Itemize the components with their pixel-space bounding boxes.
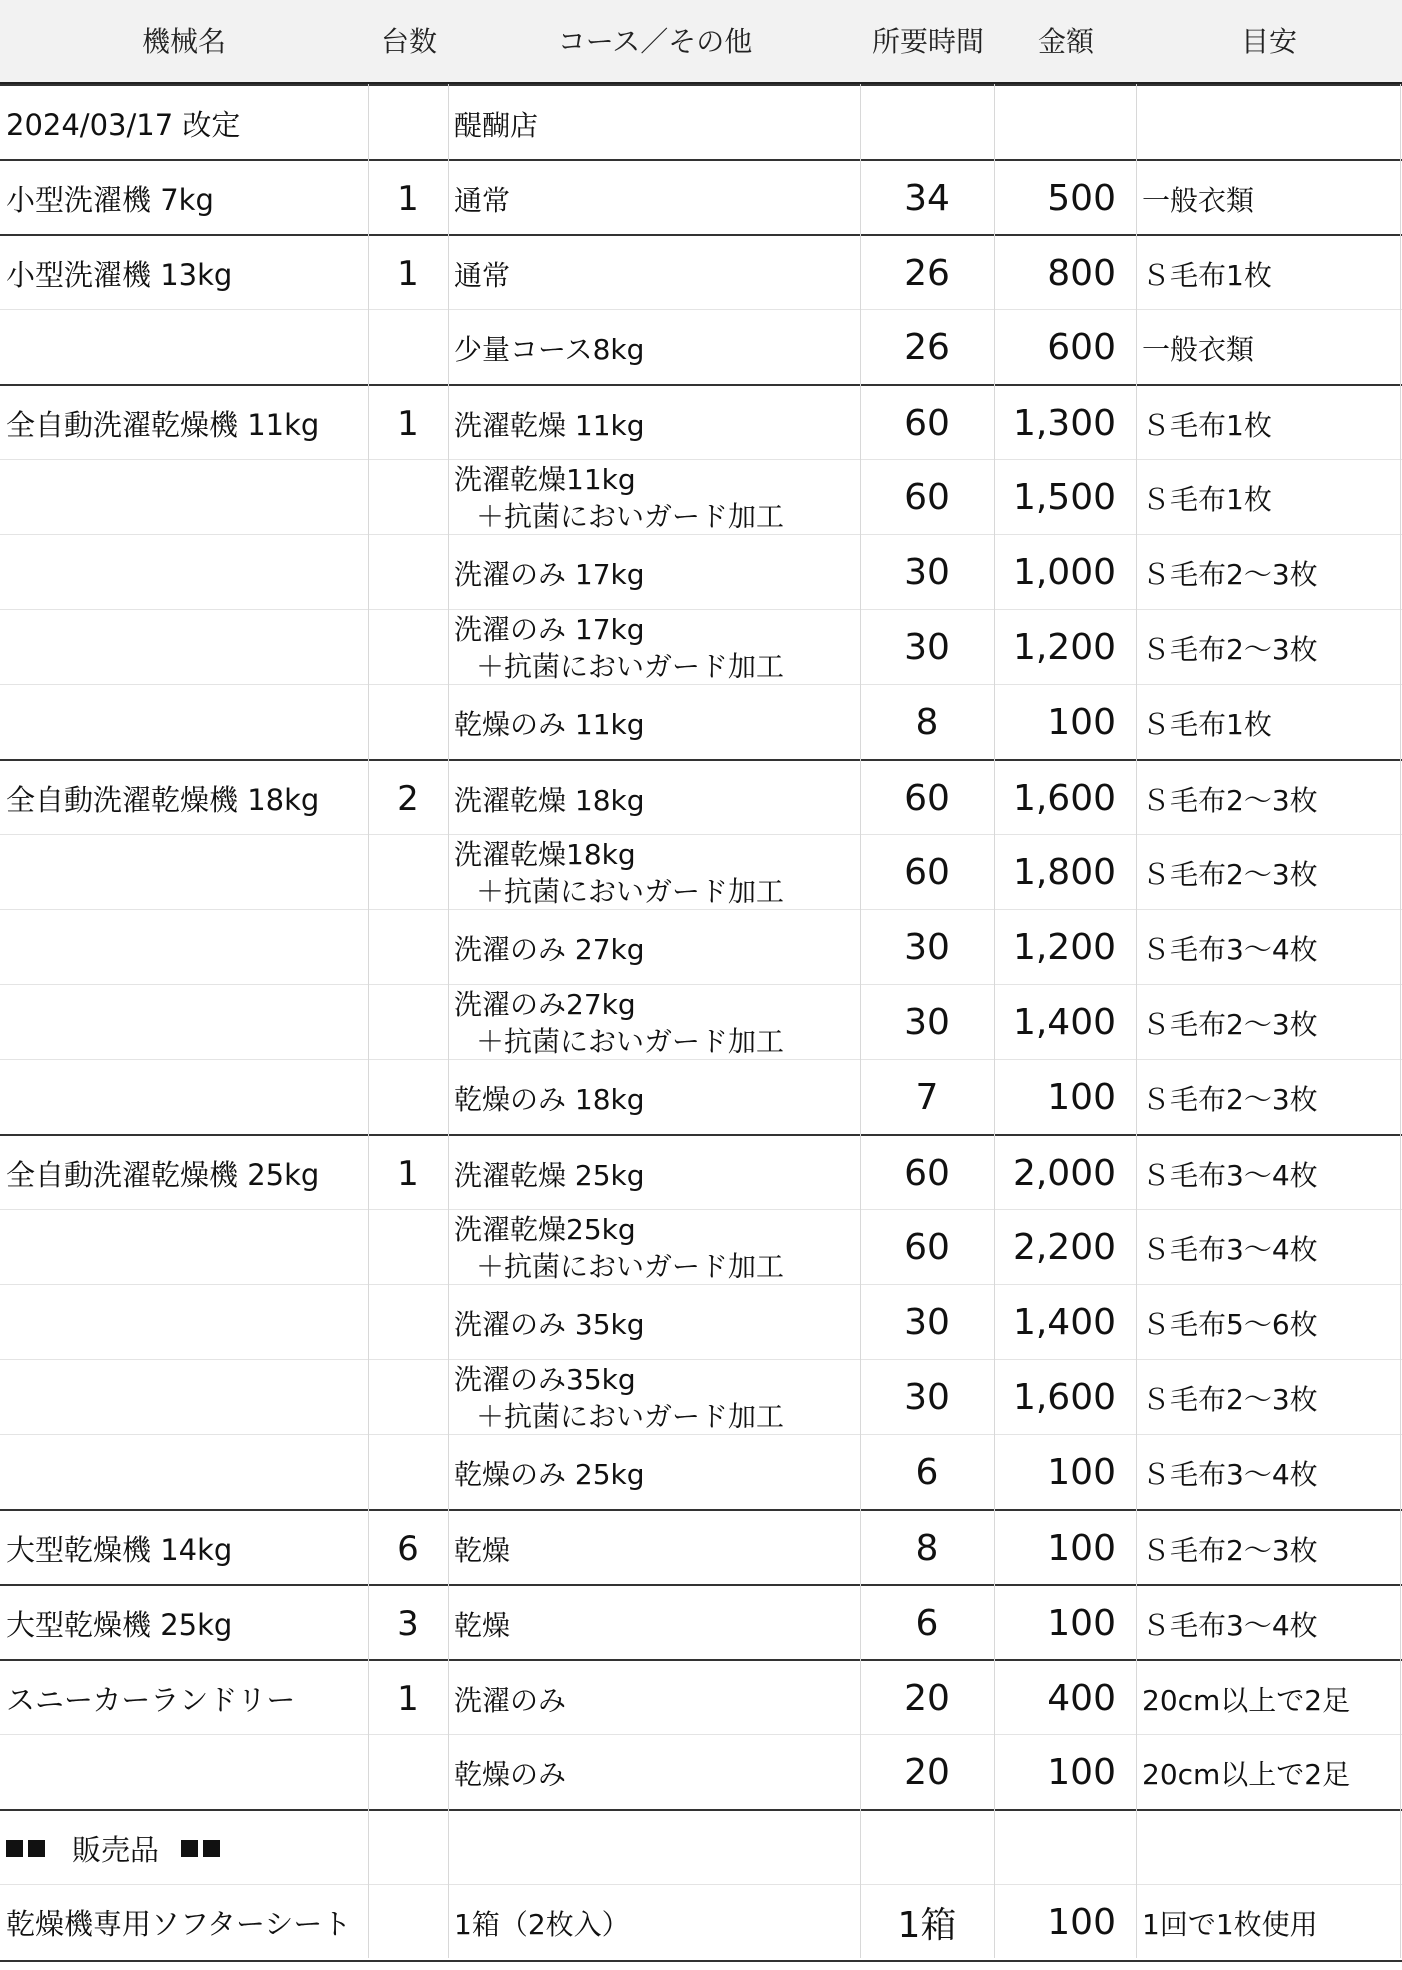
- machine-name: 大型乾燥機 25kg: [6, 1608, 233, 1642]
- table-row: [0, 309, 1402, 385]
- price-yen: 1,300: [1012, 403, 1116, 444]
- capacity-guide: Ｓ毛布5～6枚: [1142, 1307, 1318, 1341]
- course-name: 洗濯のみ 27kg: [454, 932, 645, 966]
- duration-minutes: 30: [904, 927, 950, 968]
- machine-name: [6, 1735, 366, 1810]
- capacity-guide: 20cm以上で2足: [1142, 1683, 1351, 1717]
- machine-count: [368, 1735, 448, 1810]
- capacity-guide: 1回で1枚使用: [1142, 1907, 1318, 1941]
- capacity-guide: 一般衣類: [1142, 183, 1255, 217]
- capacity-guide: 一般衣類: [1142, 332, 1255, 366]
- section-title-text: 販売品: [72, 1833, 160, 1867]
- header-time: 所要時間: [871, 25, 984, 58]
- machine-count: 1: [397, 1678, 419, 1719]
- course-name: 通常: [454, 258, 511, 292]
- column-divider: [1400, 84, 1401, 1958]
- duration-minutes: 60: [904, 778, 950, 819]
- machine-count: 3: [397, 1603, 419, 1644]
- machine-name: 小型洗濯機 13kg: [6, 258, 233, 292]
- machine-name: [6, 910, 366, 985]
- machine-count: [368, 1360, 448, 1435]
- table-row: [0, 1359, 1402, 1435]
- header-guide: 目安: [1240, 25, 1297, 58]
- capacity-guide: Ｓ毛布3～4枚: [1142, 1232, 1318, 1266]
- machine-name: [6, 535, 366, 610]
- table-row: [0, 984, 1402, 1060]
- price-yen: 1,500: [1012, 477, 1116, 518]
- course-name: [454, 835, 854, 910]
- price-yen: 1,800: [1012, 852, 1116, 893]
- machine-count: [368, 460, 448, 535]
- table-row: [0, 159, 1402, 236]
- duration-minutes: 6: [915, 1603, 939, 1644]
- duration-minutes: 30: [904, 552, 950, 593]
- table-row: [0, 609, 1402, 685]
- price-yen: 1,400: [1012, 1302, 1116, 1343]
- header-course: コース／その他: [557, 25, 753, 58]
- course-name: 洗濯のみ 17kg: [454, 557, 645, 591]
- course-option: ＋抗菌においガード加工: [476, 499, 785, 533]
- duration-minutes: 26: [904, 253, 950, 294]
- price-yen: 1,000: [1012, 552, 1116, 593]
- duration-minutes: 1箱: [897, 1905, 957, 1946]
- duration-minutes: 8: [915, 1528, 939, 1569]
- course-option: ＋抗菌においガード加工: [476, 1249, 785, 1283]
- duration-minutes: 7: [915, 1077, 939, 1118]
- column-divider: [1136, 84, 1137, 1958]
- price-yen: 1,400: [1012, 1002, 1116, 1043]
- price-yen: 600: [1047, 327, 1116, 368]
- capacity-guide: Ｓ毛布2～3枚: [1142, 857, 1318, 891]
- course-option: ＋抗菌においガード加工: [476, 649, 785, 683]
- machine-count: 1: [397, 253, 419, 294]
- course-name: 洗濯のみ 35kg: [454, 1307, 645, 1341]
- capacity-guide: Ｓ毛布1枚: [1142, 408, 1272, 442]
- duration-minutes: 20: [904, 1678, 950, 1719]
- machine-count: [368, 610, 448, 685]
- price-yen: 1,200: [1012, 627, 1116, 668]
- machine-name: [6, 835, 366, 910]
- column-divider: [860, 84, 861, 1958]
- table-row: [0, 1209, 1402, 1285]
- course-option: ＋抗菌においガード加工: [476, 874, 785, 908]
- capacity-guide: Ｓ毛布2～3枚: [1142, 557, 1318, 591]
- machine-name: [6, 460, 366, 535]
- course-name: 洗濯乾燥 11kg: [454, 408, 645, 442]
- table-header: [0, 0, 1402, 84]
- table-row: [0, 1884, 1402, 1962]
- price-yen: 400: [1047, 1678, 1116, 1719]
- course-name: [454, 1360, 854, 1435]
- machine-count: 1: [397, 1153, 419, 1194]
- machine-count: [368, 1210, 448, 1285]
- price-yen: 100: [1047, 1752, 1116, 1793]
- course-name: [454, 460, 854, 535]
- duration-minutes: 30: [904, 1377, 950, 1418]
- machine-name: 全自動洗濯乾燥機 25kg: [6, 1158, 320, 1192]
- capacity-guide: Ｓ毛布3～4枚: [1142, 1158, 1318, 1192]
- course-name: [454, 1811, 854, 1886]
- table-row: [0, 534, 1402, 610]
- table-row: [0, 1584, 1402, 1661]
- capacity-guide: Ｓ毛布2～3枚: [1142, 783, 1318, 817]
- price-yen: [996, 1811, 1116, 1886]
- header-machine-name: 機械名: [141, 25, 226, 58]
- course-name: 乾燥のみ 25kg: [454, 1457, 645, 1491]
- machine-count: [368, 1285, 448, 1360]
- capacity-guide: Ｓ毛布1枚: [1142, 707, 1272, 741]
- machine-count: [368, 1811, 448, 1886]
- course-line: 洗濯乾燥25kg: [454, 1212, 636, 1246]
- table-row: [0, 1284, 1402, 1360]
- course-name: [454, 1210, 854, 1285]
- price-yen: 100: [1047, 702, 1116, 743]
- capacity-guide: Ｓ毛布1枚: [1142, 258, 1272, 292]
- machine-count: 1: [397, 403, 419, 444]
- duration-minutes: 60: [904, 1153, 950, 1194]
- course-name: 乾燥: [454, 1608, 511, 1642]
- duration-minutes: 26: [904, 327, 950, 368]
- duration-minutes: 60: [904, 403, 950, 444]
- price-yen: 100: [1047, 1902, 1116, 1943]
- machine-name: 乾燥機専用ソフターシート: [6, 1907, 352, 1941]
- machine-name: 大型乾燥機 14kg: [6, 1533, 233, 1567]
- table-row: [0, 1659, 1402, 1736]
- capacity-guide: [1142, 86, 1400, 161]
- capacity-guide: [1142, 1811, 1400, 1886]
- capacity-guide: Ｓ毛布2～3枚: [1142, 1382, 1318, 1416]
- machine-name: [6, 1285, 366, 1360]
- table-row: [0, 834, 1402, 910]
- table-row: [0, 459, 1402, 535]
- duration-minutes: [862, 86, 992, 161]
- price-yen: [996, 86, 1116, 161]
- course-name: [454, 610, 854, 685]
- machine-name: [6, 1060, 366, 1135]
- machine-count: [368, 86, 448, 161]
- course-name: 洗濯乾燥 18kg: [454, 783, 645, 817]
- price-yen: 2,000: [1012, 1153, 1116, 1194]
- duration-minutes: 30: [904, 1002, 950, 1043]
- price-yen: 2,200: [1012, 1227, 1116, 1268]
- price-yen: 100: [1047, 1528, 1116, 1569]
- capacity-guide: Ｓ毛布3～4枚: [1142, 1608, 1318, 1642]
- capacity-guide: 20cm以上で2足: [1142, 1757, 1351, 1791]
- table-row: [0, 759, 1402, 836]
- capacity-guide: Ｓ毛布2～3枚: [1142, 1533, 1318, 1567]
- duration-minutes: 60: [904, 1227, 950, 1268]
- course-line: 洗濯乾燥18kg: [454, 837, 636, 871]
- course-name: 乾燥のみ 18kg: [454, 1082, 645, 1116]
- capacity-guide: Ｓ毛布2～3枚: [1142, 1007, 1318, 1041]
- table-row: [0, 1509, 1402, 1586]
- square-bullet-icon: [181, 1840, 225, 1857]
- table-row: [0, 1734, 1402, 1810]
- table-row: [0, 234, 1402, 311]
- duration-minutes: 6: [915, 1452, 939, 1493]
- course-name: [454, 985, 854, 1060]
- course-name: 乾燥のみ 11kg: [454, 707, 645, 741]
- machine-count: [368, 310, 448, 385]
- machine-name: [6, 610, 366, 685]
- machine-name: [6, 1435, 366, 1510]
- machine-name: [6, 1210, 366, 1285]
- capacity-guide: Ｓ毛布3～4枚: [1142, 932, 1318, 966]
- course-name: 1箱（2枚入）: [454, 1907, 630, 1941]
- course-name: 乾燥: [454, 1533, 511, 1567]
- machine-count: [368, 1435, 448, 1510]
- table-row: [0, 1134, 1402, 1211]
- table-row: [0, 384, 1402, 461]
- column-divider: [994, 84, 995, 1958]
- course-option: ＋抗菌においガード加工: [476, 1399, 785, 1433]
- course-name: 通常: [454, 183, 511, 217]
- course-line: 洗濯乾燥11kg: [454, 462, 636, 496]
- course-name: 醍醐店: [454, 108, 539, 142]
- price-yen: 100: [1047, 1452, 1116, 1493]
- machine-count: [368, 835, 448, 910]
- price-yen: 100: [1047, 1603, 1116, 1644]
- machine-name: 全自動洗濯乾燥機 11kg: [6, 408, 320, 442]
- machine-name: [6, 685, 366, 760]
- duration-minutes: [862, 1811, 992, 1886]
- machine-name: 2024/03/17 改定: [6, 108, 241, 142]
- machine-count: 6: [397, 1528, 419, 1569]
- price-yen: 1,200: [1012, 927, 1116, 968]
- course-line: 洗濯のみ27kg: [454, 987, 636, 1021]
- price-yen: 1,600: [1012, 1377, 1116, 1418]
- price-yen: 800: [1047, 253, 1116, 294]
- duration-minutes: 34: [904, 178, 950, 219]
- machine-name: 小型洗濯機 7kg: [6, 183, 214, 217]
- price-yen: 100: [1047, 1077, 1116, 1118]
- table-row: [0, 1434, 1402, 1510]
- header-price: 金額: [1037, 25, 1094, 58]
- duration-minutes: 8: [915, 702, 939, 743]
- course-name: 少量コース8kg: [454, 332, 645, 366]
- machine-count: [368, 685, 448, 760]
- price-yen: 500: [1047, 178, 1116, 219]
- header-count: 台数: [380, 25, 437, 58]
- column-divider: [368, 84, 369, 1958]
- duration-minutes: 60: [904, 852, 950, 893]
- machine-count: [368, 1060, 448, 1135]
- machine-name: 全自動洗濯乾燥機 18kg: [6, 783, 320, 817]
- machine-name: [6, 1360, 366, 1435]
- course-name: 洗濯乾燥 25kg: [454, 1158, 645, 1192]
- section-title: [6, 1811, 366, 1886]
- machine-name: スニーカーランドリー: [6, 1683, 296, 1717]
- course-name: 乾燥のみ: [454, 1757, 567, 1791]
- duration-minutes: 60: [904, 477, 950, 518]
- column-divider: [448, 84, 449, 1958]
- capacity-guide: Ｓ毛布1枚: [1142, 482, 1272, 516]
- course-name: 洗濯のみ: [454, 1683, 567, 1717]
- table-row: [0, 684, 1402, 760]
- capacity-guide: Ｓ毛布2～3枚: [1142, 632, 1318, 666]
- duration-minutes: 20: [904, 1752, 950, 1793]
- machine-count: [368, 910, 448, 985]
- table-row: [0, 84, 1402, 161]
- machine-name: [6, 310, 366, 385]
- course-line: 洗濯のみ 17kg: [454, 612, 645, 646]
- duration-minutes: 30: [904, 627, 950, 668]
- capacity-guide: Ｓ毛布2～3枚: [1142, 1082, 1318, 1116]
- machine-count: [368, 985, 448, 1060]
- duration-minutes: 30: [904, 1302, 950, 1343]
- capacity-guide: Ｓ毛布3～4枚: [1142, 1457, 1318, 1491]
- section-row: [0, 1809, 1402, 1886]
- table-row: [0, 1059, 1402, 1135]
- course-line: 洗濯のみ35kg: [454, 1362, 636, 1396]
- machine-name: [6, 985, 366, 1060]
- course-option: ＋抗菌においガード加工: [476, 1024, 785, 1058]
- table-row: [0, 909, 1402, 985]
- machine-count: 1: [397, 178, 419, 219]
- machine-count: [368, 1885, 448, 1960]
- machine-count: [368, 535, 448, 610]
- price-yen: 1,600: [1012, 778, 1116, 819]
- machine-count: 2: [397, 778, 419, 819]
- square-bullet-icon: [6, 1840, 50, 1857]
